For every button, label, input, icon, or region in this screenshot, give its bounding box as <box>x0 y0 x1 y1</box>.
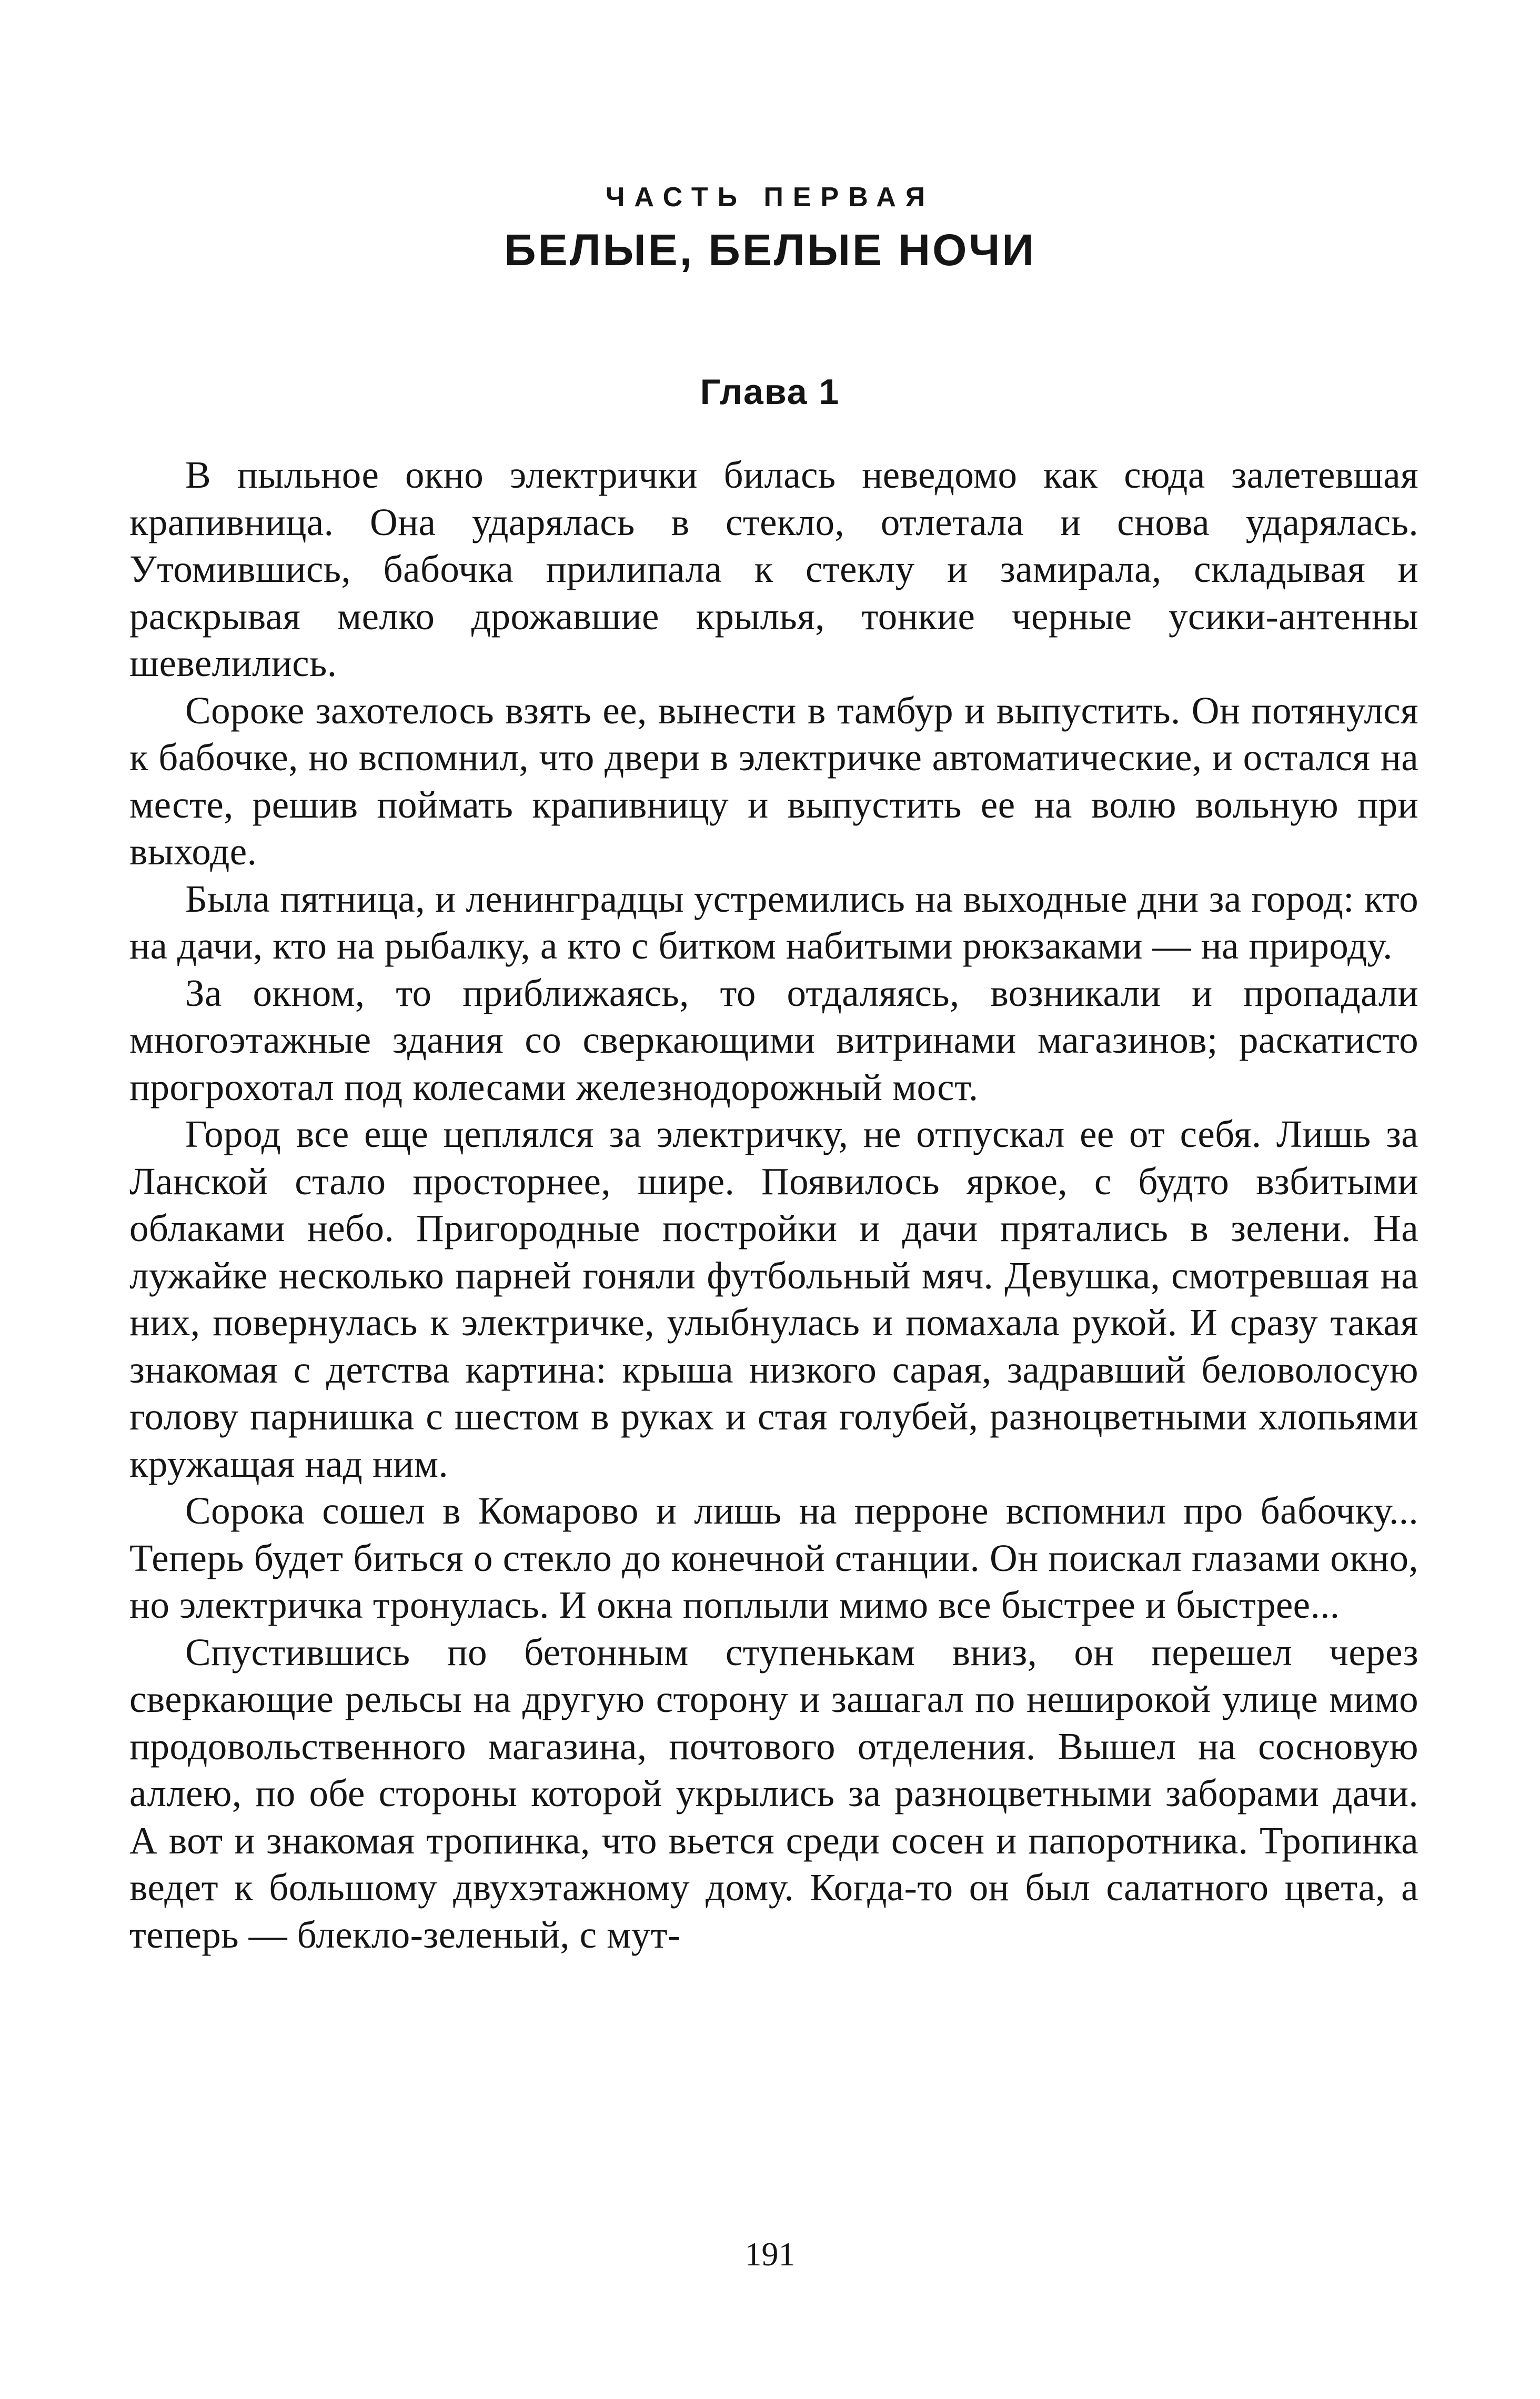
paragraph: Сороке захотелось взять ее, вынести в тамбур и выпустить. Он потянулся к бабочке, но вспомнил, что двери в электричке автоматические, и остался на месте, решив поймать крапивницу и выпустить ее на волю вольную при выходе. <box>129 689 1418 873</box>
part-label: ЧАСТЬ ПЕРВАЯ <box>605 182 935 213</box>
page-number: 191 <box>744 2235 796 2273</box>
chapter-title: Глава 1 <box>700 372 840 412</box>
paragraph: Город все еще цеплялся за электричку, не отпускал ее от себя. Лишь за Ланской стало просторнее, шире. Появилось яркое, с будто взбитыми облаками небо. Пригородные постройки и дачи прятались в зелени. На лужайке несколько парней гоняли футбольный мяч. Девушка, смотревшая на них, повернулась к электричке, улыбнулась и помахала рукой. И сразу такая знакомая с детства картина: крыша низкого сарая, задравший беловолосую голову парнишка с шестом в руках и стая голубей, разноцветными хлопьями кружащая над ним. <box>129 1113 1418 1485</box>
paragraph: За окном, то приближаясь, то отдаляясь, возникали и пропадали многоэтажные здания со сверкающими витринами магазинов; раскатисто прогрохотал под колесами железнодорожный мост. <box>129 971 1418 1108</box>
paragraph: В пыльное окно электрички билась неведомо как сюда залетевшая крапивница. Она ударялась в стекло, отлетала и снова ударялась. Утомившись, бабочка прилипала к стеклу и замирала, складывая и раскрывая мелко дрожавшие крылья, тонкие черные усики-антенны шевелились. <box>129 453 1418 684</box>
chapter-body <box>129 451 1418 1958</box>
paragraph: Сорока сошел в Комарово и лишь на перроне вспомнил про бабочку... Теперь будет биться о стекло до конечной станции. Он поискал глазами окно, но электричка тронулась. И окна поплыли мимо все быстрее и быстрее... <box>129 1489 1418 1626</box>
paragraph: Спустившись по бетонным ступенькам вниз, он перешел через сверкающие рельсы на другую сторону и зашагал по неширокой улице мимо продовольственного магазина, почтового отделения. Вышел на сосновую аллею, по обе стороны которой укрылись за разноцветными заборами дачи. А вот и знакомая тропинка, что вьется среди сосен и папоротника. Тропинка ведет к большому двухэтажному дому. Когда-то он был салатного цвета, а теперь — блекло-зеленый, с мут- <box>129 1630 1418 1956</box>
paragraph: Была пятница, и ленинградцы устремились на выходные дни за город: кто на дачи, кто на рыбалку, а кто с битком набитыми рюкзаками — на природу. <box>129 877 1418 967</box>
part-title: БЕЛЫЕ, БЕЛЫЕ НОЧИ <box>504 225 1036 275</box>
